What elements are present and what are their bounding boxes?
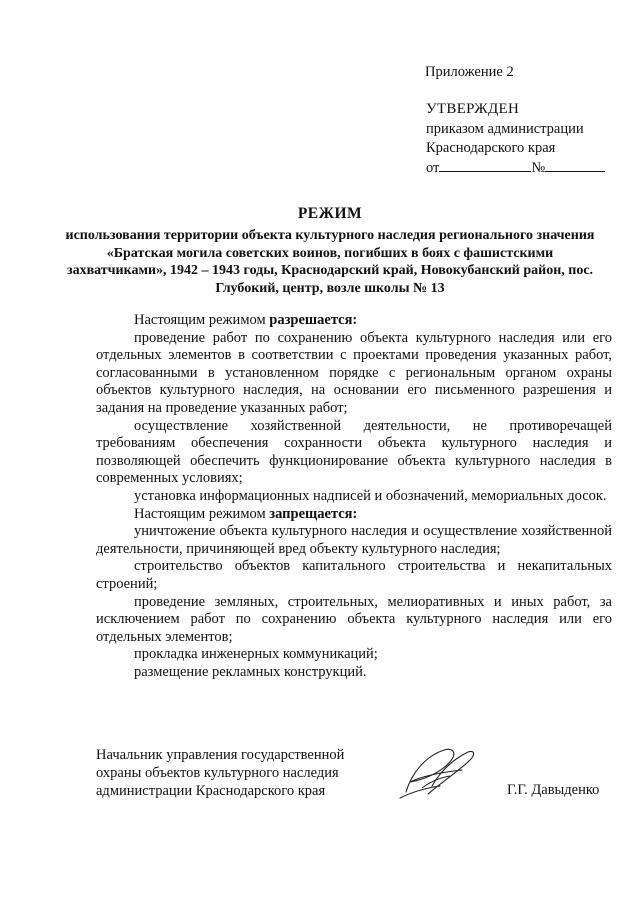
handwritten-signature bbox=[392, 742, 482, 804]
prohibited-item: уничтожение объекта культурного наследия и осуществление хозяйственной деятельности, причиняющей вред объекту культурного наследия; bbox=[96, 523, 612, 557]
allowed-intro-paragraph bbox=[96, 312, 612, 330]
approval-date-number-line bbox=[426, 158, 605, 178]
approval-line-2: Краснодарского края bbox=[426, 140, 556, 156]
approval-line-1: приказом администрации bbox=[426, 121, 584, 137]
prohibited-item: прокладка инженерных коммуникаций; bbox=[134, 646, 378, 663]
allowed-intro-text: Настоящим режимом bbox=[134, 312, 266, 328]
approval-title: УТВЕРЖДЕН bbox=[426, 101, 520, 117]
signatory-line-3: администрации Краснодарского края bbox=[96, 783, 326, 799]
approval-from-label: от bbox=[426, 160, 440, 176]
document-heading bbox=[60, 205, 600, 297]
prohibited-intro-paragraph bbox=[96, 506, 612, 524]
approval-number-label: № bbox=[531, 160, 546, 176]
date-blank-line bbox=[439, 158, 531, 172]
allowed-keyword: разрешается: bbox=[269, 312, 358, 328]
allowed-item: проведение работ по сохранению объекта культурного наследия или его отдельных элементов в соответствии с проектами проведения указанных работ, согласованными в установленном порядке с региональным органом охраны объектов культурного наследия, на основании его письменного разрешения и задания на проведение указанных работ; bbox=[96, 329, 612, 416]
prohibited-keyword: запрещается: bbox=[269, 505, 358, 522]
appendix-label: Приложение 2 bbox=[425, 64, 514, 80]
signatory-line-2: охраны объектов культурного наследия bbox=[96, 765, 339, 781]
number-blank-line bbox=[545, 158, 605, 172]
prohibited-item: проведение земляных, строительных, мелиоративных и иных работ, за исключением работ по сохранению объекта культурного наследия или его отдельных элементов; bbox=[96, 593, 612, 645]
document-body bbox=[96, 312, 612, 681]
allowed-item: установка информационных надписей и обозначений, мемориальных досок. bbox=[134, 487, 607, 504]
signatory-name: Г.Г. Давыденко bbox=[507, 782, 600, 798]
signatory-title bbox=[96, 746, 344, 800]
signatory-line-1: Начальник управления государственной bbox=[96, 747, 345, 763]
prohibited-intro-text: Настоящим режимом bbox=[134, 505, 266, 522]
approval-block bbox=[426, 100, 605, 178]
heading-subtitle: использования территории объекта культурного наследия регионального значения «Братская могила советских воинов, погибших в боях с фашистскими захватчиками», 1942 – 1943 годы, Краснодарский край, Новокубанский район, пос. Глубокий, центр, возле школы № 13 bbox=[65, 228, 595, 296]
prohibited-item: строительство объектов капитального строительства и некапитальных строений; bbox=[96, 558, 612, 592]
heading-title: РЕЖИМ bbox=[297, 205, 363, 222]
prohibited-item: размещение рекламных конструкций. bbox=[134, 663, 367, 680]
allowed-item: осуществление хозяйственной деятельности, не противоречащей требованиям обеспечения сохранности объекта культурного наследия и позволяющей обеспечить функционирование объекта культурного наследия в современных условиях; bbox=[96, 417, 612, 487]
